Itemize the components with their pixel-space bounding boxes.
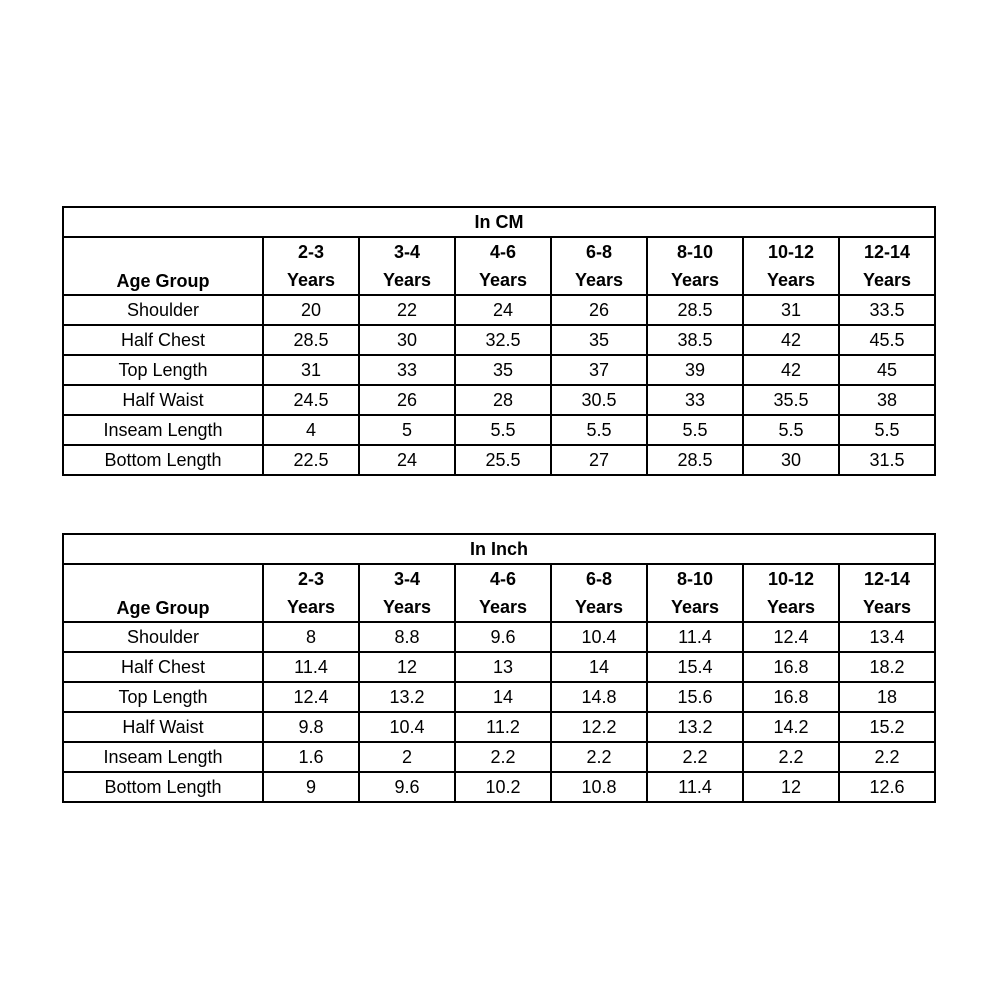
measurement-value: 24.5 (263, 385, 359, 415)
measurement-value: 2 (359, 742, 455, 772)
measurement-value: 13 (455, 652, 551, 682)
table-row (63, 712, 935, 742)
table-title: In CM (63, 207, 935, 237)
measurement-value: 39 (647, 355, 743, 385)
table-row (63, 445, 935, 475)
measurement-label: Shoulder (63, 622, 263, 652)
measurement-label: Half Chest (63, 325, 263, 355)
age-unit: Years (766, 597, 816, 617)
measurement-value: 20 (263, 295, 359, 325)
age-range: 3-4 (393, 569, 420, 589)
measurement-value: 2.2 (647, 742, 743, 772)
measurement-label: Bottom Length (63, 772, 263, 802)
age-column-header (551, 237, 647, 295)
measurement-value: 8 (263, 622, 359, 652)
measurement-value: 42 (743, 325, 839, 355)
measurement-value: 12.2 (551, 712, 647, 742)
measurement-value: 13.4 (839, 622, 935, 652)
measurement-value: 26 (551, 295, 647, 325)
table-row (63, 295, 935, 325)
measurement-value: 22 (359, 295, 455, 325)
age-unit: Years (382, 597, 432, 617)
measurement-value: 31 (743, 295, 839, 325)
age-unit: Years (574, 597, 624, 617)
age-column-header (743, 564, 839, 622)
measurement-value: 5.5 (647, 415, 743, 445)
age-unit: Years (862, 270, 912, 290)
measurement-value: 28.5 (647, 295, 743, 325)
measurement-label: Inseam Length (63, 415, 263, 445)
measurement-value: 35 (455, 355, 551, 385)
measurement-value: 13.2 (647, 712, 743, 742)
age-column-header (743, 237, 839, 295)
measurement-value: 14 (455, 682, 551, 712)
measurement-value: 2.2 (455, 742, 551, 772)
age-group-header: Age Group (63, 564, 263, 622)
table-row (63, 622, 935, 652)
measurement-value: 5.5 (551, 415, 647, 445)
measurement-value: 2.2 (551, 742, 647, 772)
age-column-header (839, 237, 935, 295)
age-column-header (263, 564, 359, 622)
measurement-value: 10.2 (455, 772, 551, 802)
measurement-value: 33 (647, 385, 743, 415)
measurement-label: Inseam Length (63, 742, 263, 772)
measurement-value: 35 (551, 325, 647, 355)
age-column-header (647, 564, 743, 622)
table-row (63, 652, 935, 682)
age-unit: Years (862, 597, 912, 617)
measurement-value: 28.5 (647, 445, 743, 475)
measurement-value: 16.8 (743, 652, 839, 682)
age-column-header (455, 564, 551, 622)
measurement-value: 5.5 (839, 415, 935, 445)
measurement-value: 24 (455, 295, 551, 325)
measurement-value: 14.2 (743, 712, 839, 742)
measurement-value: 4 (263, 415, 359, 445)
measurement-value: 10.8 (551, 772, 647, 802)
table-header-row (63, 237, 935, 295)
age-range: 2-3 (297, 242, 324, 262)
age-range: 4-6 (489, 569, 516, 589)
age-unit: Years (670, 270, 720, 290)
measurement-value: 8.8 (359, 622, 455, 652)
age-range: 8-10 (676, 242, 714, 262)
measurement-value: 26 (359, 385, 455, 415)
age-column-header (551, 564, 647, 622)
age-unit: Years (766, 270, 816, 290)
measurement-value: 5.5 (743, 415, 839, 445)
measurement-value: 31 (263, 355, 359, 385)
measurement-value: 37 (551, 355, 647, 385)
age-range: 3-4 (393, 242, 420, 262)
age-column-header (359, 237, 455, 295)
measurement-value: 2.2 (743, 742, 839, 772)
measurement-value: 1.6 (263, 742, 359, 772)
table-row (63, 682, 935, 712)
measurement-value: 38 (839, 385, 935, 415)
measurement-value: 33.5 (839, 295, 935, 325)
measurement-value: 11.4 (647, 772, 743, 802)
age-unit: Years (478, 597, 528, 617)
age-range: 8-10 (676, 569, 714, 589)
measurement-value: 5 (359, 415, 455, 445)
measurement-value: 14.8 (551, 682, 647, 712)
measurement-value: 13.2 (359, 682, 455, 712)
age-column-header (455, 237, 551, 295)
measurement-value: 15.6 (647, 682, 743, 712)
measurement-value: 11.4 (647, 622, 743, 652)
measurement-value: 11.2 (455, 712, 551, 742)
age-range: 10-12 (767, 242, 815, 262)
measurement-value: 9 (263, 772, 359, 802)
age-unit: Years (286, 270, 336, 290)
measurement-value: 10.4 (551, 622, 647, 652)
age-range: 12-14 (863, 569, 911, 589)
measurement-label: Bottom Length (63, 445, 263, 475)
measurement-value: 30.5 (551, 385, 647, 415)
table-title: In Inch (63, 534, 935, 564)
age-range: 6-8 (585, 569, 612, 589)
measurement-value: 12.6 (839, 772, 935, 802)
measurement-value: 12 (359, 652, 455, 682)
measurement-value: 45.5 (839, 325, 935, 355)
measurement-value: 22.5 (263, 445, 359, 475)
measurement-label: Half Waist (63, 385, 263, 415)
measurement-value: 33 (359, 355, 455, 385)
measurement-label: Top Length (63, 682, 263, 712)
table-row (63, 355, 935, 385)
age-unit: Years (286, 597, 336, 617)
measurement-value: 42 (743, 355, 839, 385)
measurement-value: 11.4 (263, 652, 359, 682)
age-column-header (839, 564, 935, 622)
table-title-row (63, 207, 935, 237)
measurement-value: 30 (743, 445, 839, 475)
measurement-value: 12 (743, 772, 839, 802)
measurement-value: 27 (551, 445, 647, 475)
measurement-label: Shoulder (63, 295, 263, 325)
measurement-value: 24 (359, 445, 455, 475)
age-unit: Years (478, 270, 528, 290)
measurement-value: 30 (359, 325, 455, 355)
measurement-value: 15.4 (647, 652, 743, 682)
measurement-value: 38.5 (647, 325, 743, 355)
age-range: 6-8 (585, 242, 612, 262)
table-title-row (63, 534, 935, 564)
age-range: 4-6 (489, 242, 516, 262)
age-unit: Years (670, 597, 720, 617)
measurement-value: 18.2 (839, 652, 935, 682)
table-row (63, 415, 935, 445)
measurement-value: 28.5 (263, 325, 359, 355)
measurement-value: 12.4 (263, 682, 359, 712)
age-range: 2-3 (297, 569, 324, 589)
table-header-row (63, 564, 935, 622)
measurement-value: 28 (455, 385, 551, 415)
measurement-value: 18 (839, 682, 935, 712)
measurement-value: 10.4 (359, 712, 455, 742)
measurement-label: Top Length (63, 355, 263, 385)
age-group-header: Age Group (63, 237, 263, 295)
table-row (63, 385, 935, 415)
measurement-label: Half Chest (63, 652, 263, 682)
age-range: 12-14 (863, 242, 911, 262)
measurement-label: Half Waist (63, 712, 263, 742)
age-column-header (359, 564, 455, 622)
size-table-inch (62, 533, 936, 803)
measurement-value: 9.8 (263, 712, 359, 742)
size-table-cm (62, 206, 936, 476)
measurement-value: 31.5 (839, 445, 935, 475)
measurement-value: 9.6 (359, 772, 455, 802)
measurement-value: 25.5 (455, 445, 551, 475)
table-row (63, 772, 935, 802)
measurement-value: 15.2 (839, 712, 935, 742)
measurement-value: 12.4 (743, 622, 839, 652)
age-column-header (647, 237, 743, 295)
age-column-header (263, 237, 359, 295)
age-unit: Years (382, 270, 432, 290)
table-row (63, 325, 935, 355)
measurement-value: 32.5 (455, 325, 551, 355)
measurement-value: 9.6 (455, 622, 551, 652)
table-row (63, 742, 935, 772)
age-unit: Years (574, 270, 624, 290)
measurement-value: 2.2 (839, 742, 935, 772)
age-range: 10-12 (767, 569, 815, 589)
measurement-value: 5.5 (455, 415, 551, 445)
measurement-value: 35.5 (743, 385, 839, 415)
measurement-value: 45 (839, 355, 935, 385)
measurement-value: 14 (551, 652, 647, 682)
measurement-value: 16.8 (743, 682, 839, 712)
